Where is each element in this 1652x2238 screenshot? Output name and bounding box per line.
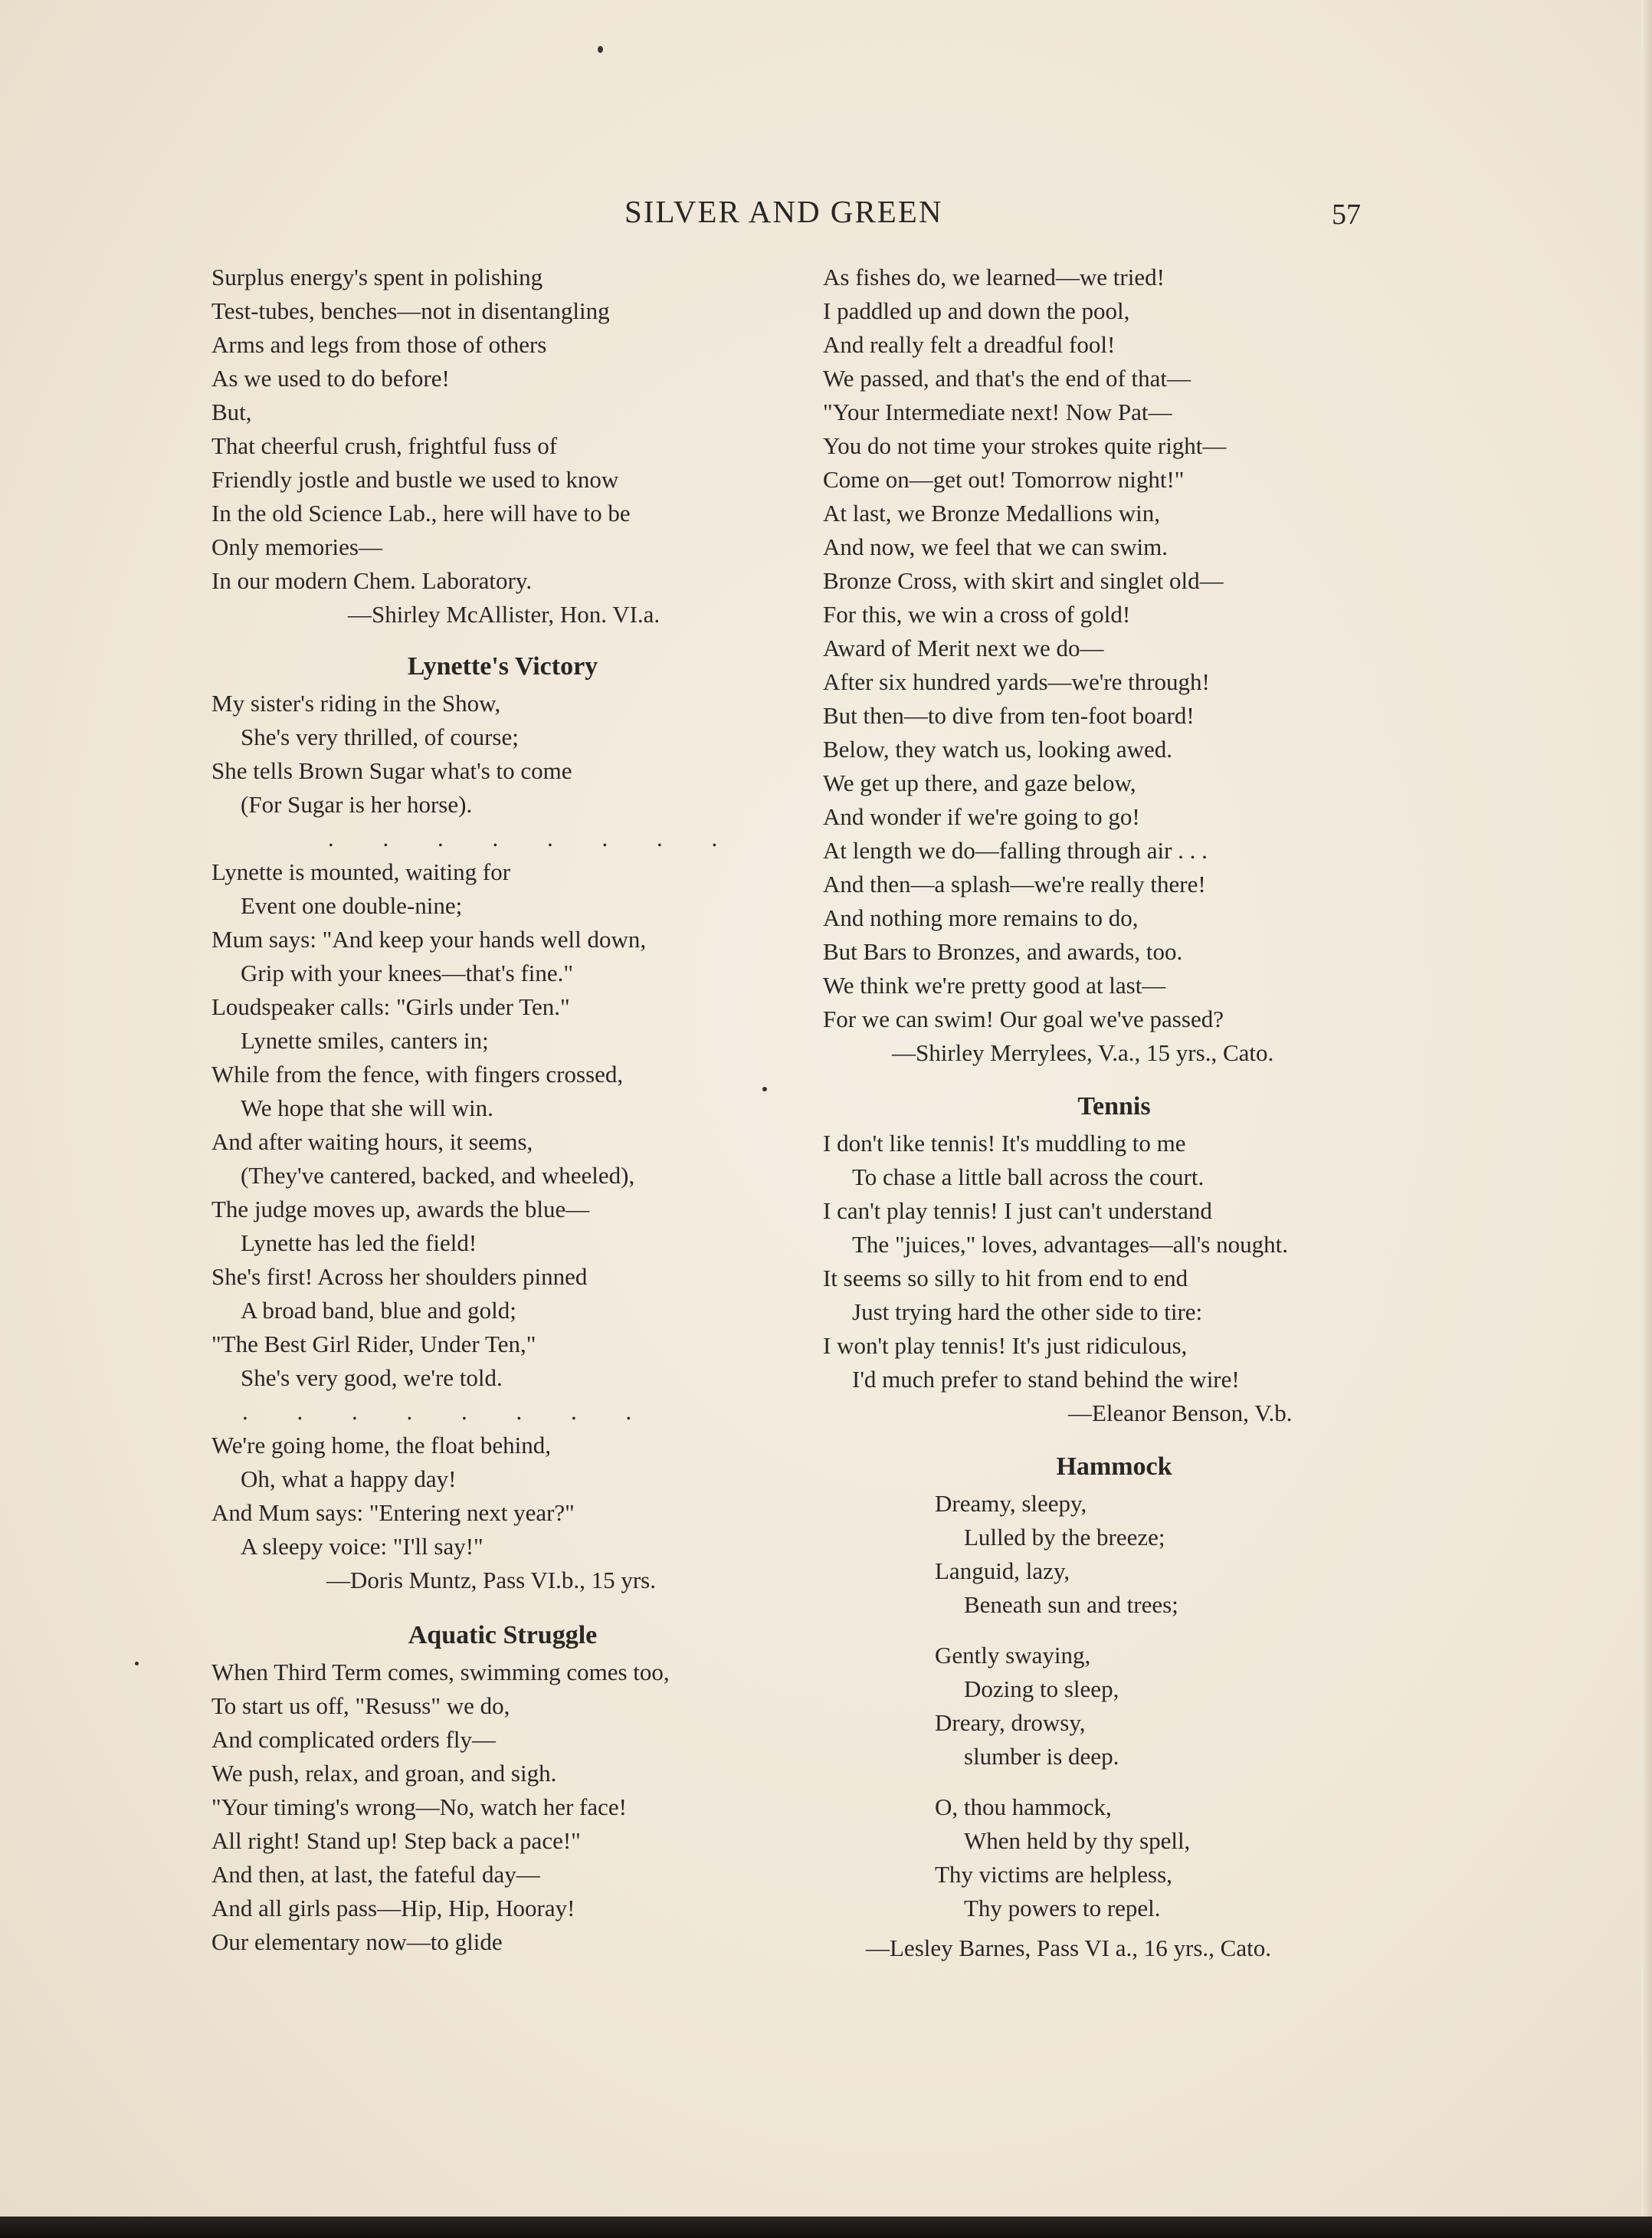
poem-line: And then—a splash—we're really there! bbox=[823, 871, 1206, 897]
poem-line: Grip with your knees—that's fine." bbox=[241, 960, 574, 986]
poem-byline: —Lesley Barnes, Pass VI a., 16 yrs., Cato. bbox=[866, 1934, 1271, 1961]
poem-line: In the old Science Lab., here will have to be bbox=[211, 500, 631, 527]
poem-line: Friendly jostle and bustle we used to know bbox=[211, 466, 619, 493]
left-column bbox=[211, 261, 794, 1959]
poem-line: I don't like tennis! It's muddling to me bbox=[823, 1130, 1186, 1157]
poem-line: When Third Term comes, swimming comes too, bbox=[211, 1659, 670, 1685]
poem-byline: —Doris Muntz, Pass VI.b., 15 yrs. bbox=[326, 1567, 656, 1593]
poem-line: slumber is deep. bbox=[964, 1743, 1119, 1770]
poem-line: (They've cantered, backed, and wheeled), bbox=[241, 1162, 635, 1189]
poem-line: But Bars to Bronzes, and awards, too. bbox=[823, 938, 1183, 965]
poem-line: Just trying hard the other side to tire: bbox=[852, 1298, 1203, 1325]
stanza-gap bbox=[823, 1774, 1405, 1790]
poem-line: Arms and legs from those of others bbox=[211, 331, 547, 358]
poem-line: "The Best Girl Rider, Under Ten," bbox=[211, 1331, 536, 1357]
poem-title: Hammock bbox=[1056, 1452, 1172, 1481]
poem-line: Mum says: "And keep your hands well down, bbox=[211, 926, 647, 953]
poem-line: Dozing to sleep, bbox=[964, 1675, 1119, 1702]
poem-line: And now, we feel that we can swim. bbox=[823, 533, 1168, 560]
poem-byline: —Shirley McAllister, Hon. VI.a. bbox=[348, 601, 660, 628]
poem-line: Come on—get out! Tomorrow night!" bbox=[823, 466, 1185, 493]
page-number: 57 bbox=[1332, 199, 1361, 231]
poem-line: "Your timing's wrong—No, watch her face! bbox=[211, 1793, 627, 1820]
poem-line: Gently swaying, bbox=[935, 1642, 1091, 1669]
poem-line: We're going home, the float behind, bbox=[211, 1432, 551, 1459]
poem-line: At length we do—falling through air . . . bbox=[823, 837, 1208, 864]
poem-line: Below, they watch us, looking awed. bbox=[823, 736, 1173, 763]
poem-line: All right! Stand up! Step back a pace!" bbox=[211, 1827, 581, 1854]
poem-line: In our modern Chem. Laboratory. bbox=[211, 567, 533, 594]
poem-byline: —Shirley Merrylees, V.a., 15 yrs., Cato. bbox=[892, 1039, 1274, 1066]
page-header bbox=[0, 193, 1652, 239]
poem-line: Lynette has led the field! bbox=[241, 1229, 477, 1256]
poem-aquatic-struggle-continued bbox=[823, 261, 1405, 1070]
poem-line: Thy victims are helpless, bbox=[935, 1861, 1172, 1888]
ink-speck bbox=[598, 46, 603, 53]
poem-line: At last, we Bronze Medallions win, bbox=[823, 500, 1160, 527]
poem-line: We hope that she will win. bbox=[241, 1094, 493, 1121]
poem-line: She's first! Across her shoulders pinned bbox=[211, 1263, 588, 1290]
poem-title: Aquatic Struggle bbox=[408, 1621, 598, 1649]
poem-line: I paddled up and down the pool, bbox=[823, 297, 1130, 324]
poem-line: The judge moves up, awards the blue— bbox=[211, 1196, 590, 1222]
section-break-dots: . . . . . . . . bbox=[328, 825, 739, 852]
poem-line: But then—to dive from ten-foot board! bbox=[823, 702, 1195, 729]
poem-line: And wonder if we're going to go! bbox=[823, 803, 1140, 830]
stanza bbox=[823, 1790, 1405, 1925]
poem-line: Oh, what a happy day! bbox=[241, 1465, 457, 1492]
stanza bbox=[823, 1639, 1405, 1774]
poem-line: Beneath sun and trees; bbox=[964, 1591, 1178, 1618]
poem-line: I can't play tennis! I just can't understand bbox=[823, 1197, 1212, 1224]
poem-line: We push, relax, and groan, and sigh. bbox=[211, 1760, 557, 1787]
right-column bbox=[823, 261, 1405, 1965]
poem-line: "Your Intermediate next! Now Pat— bbox=[823, 399, 1172, 425]
poem-line: But, bbox=[211, 399, 252, 425]
poem-line: And nothing more remains to do, bbox=[823, 904, 1139, 931]
poem-line: She's very good, we're told. bbox=[241, 1364, 503, 1391]
poem-line: That cheerful crush, frightful fuss of bbox=[211, 432, 558, 459]
poem-line: As fishes do, we learned—we tried! bbox=[823, 264, 1165, 290]
poem-line: We passed, and that's the end of that— bbox=[823, 365, 1191, 392]
poem-line: Test-tubes, benches—not in disentangling bbox=[211, 297, 610, 324]
poem-line: Only memories— bbox=[211, 533, 382, 560]
poem-line: We get up there, and gaze below, bbox=[823, 770, 1136, 796]
poem-line: She's very thrilled, of course; bbox=[241, 724, 519, 750]
poem-tennis bbox=[823, 1087, 1405, 1430]
poem-line: A broad band, blue and gold; bbox=[241, 1297, 516, 1324]
poem-line: Dreamy, sleepy, bbox=[935, 1490, 1087, 1517]
poem-line: And complicated orders fly— bbox=[211, 1726, 497, 1753]
stanza bbox=[823, 1487, 1405, 1622]
poem-line: Event one double-nine; bbox=[241, 892, 463, 919]
poem-line: Dreary, drowsy, bbox=[935, 1709, 1086, 1736]
poem-line: And after waiting hours, it seems, bbox=[211, 1128, 533, 1155]
stanza-gap bbox=[823, 1622, 1405, 1639]
poem-line: For we can swim! Our goal we've passed? bbox=[823, 1006, 1224, 1032]
poem-line: And Mum says: "Entering next year?" bbox=[211, 1499, 575, 1526]
poem-lynettes-victory bbox=[211, 647, 794, 1597]
poem-title: Tennis bbox=[1077, 1092, 1151, 1121]
poem-title: Lynette's Victory bbox=[407, 652, 598, 681]
poem-line: To chase a little ball across the court. bbox=[852, 1163, 1205, 1190]
poem-line: A sleepy voice: "I'll say!" bbox=[241, 1533, 483, 1560]
poem-line: The "juices," loves, advantages—all's nought. bbox=[852, 1231, 1288, 1258]
poem-line: Bronze Cross, with skirt and singlet old— bbox=[823, 567, 1224, 594]
poem-science-lab bbox=[211, 261, 794, 632]
poem-line: And then, at last, the fateful day— bbox=[211, 1861, 540, 1888]
ink-speck bbox=[135, 1662, 139, 1665]
poem-line: I'd much prefer to stand behind the wire! bbox=[852, 1366, 1240, 1393]
poem-aquatic-struggle bbox=[211, 1616, 794, 1959]
poem-line: My sister's riding in the Show, bbox=[211, 690, 501, 717]
poem-line: She tells Brown Sugar what's to come bbox=[211, 757, 572, 784]
poem-line: For this, we win a cross of gold! bbox=[823, 601, 1131, 628]
poem-line: Lynette smiles, canters in; bbox=[241, 1027, 489, 1054]
section-break-dots: . . . . . . . . bbox=[242, 1398, 654, 1425]
poem-line: And really felt a dreadful fool! bbox=[823, 331, 1116, 358]
poem-byline: —Eleanor Benson, V.b. bbox=[1068, 1400, 1293, 1426]
poem-line: Loudspeaker calls: "Girls under Ten." bbox=[211, 993, 570, 1020]
running-title: SILVER AND GREEN bbox=[624, 194, 943, 229]
poem-line: I won't play tennis! It's just ridiculous, bbox=[823, 1332, 1188, 1359]
poem-line: It seems so silly to hit from end to end bbox=[823, 1265, 1188, 1291]
poem-line: Thy powers to repel. bbox=[964, 1895, 1161, 1921]
poem-line: O, thou hammock, bbox=[935, 1793, 1112, 1820]
poem-line: When held by thy spell, bbox=[964, 1827, 1191, 1854]
poem-line: And all girls pass—Hip, Hip, Hooray! bbox=[211, 1895, 575, 1921]
page-edge-shadow bbox=[1641, 0, 1652, 2238]
poem-line: Surplus energy's spent in polishing bbox=[211, 264, 543, 290]
poem-line: Award of Merit next we do— bbox=[823, 635, 1104, 661]
poem-line: You do not time your strokes quite right— bbox=[823, 432, 1227, 459]
poem-hammock bbox=[823, 1447, 1405, 1965]
poem-line: After six hundred yards—we're through! bbox=[823, 668, 1210, 695]
poem-line: Lynette is mounted, waiting for bbox=[211, 858, 511, 885]
page-bottom-edge bbox=[0, 2217, 1652, 2238]
poem-line: Lulled by the breeze; bbox=[964, 1524, 1165, 1551]
poem-line: (For Sugar is her horse). bbox=[241, 791, 473, 818]
poem-line: Our elementary now—to glide bbox=[211, 1928, 503, 1955]
poem-line: While from the fence, with fingers crossed, bbox=[211, 1061, 624, 1088]
poem-line: To start us off, "Resuss" we do, bbox=[211, 1692, 510, 1719]
poem-line: We think we're pretty good at last— bbox=[823, 972, 1166, 999]
poem-line: Languid, lazy, bbox=[935, 1557, 1070, 1584]
poem-line: As we used to do before! bbox=[211, 365, 450, 392]
